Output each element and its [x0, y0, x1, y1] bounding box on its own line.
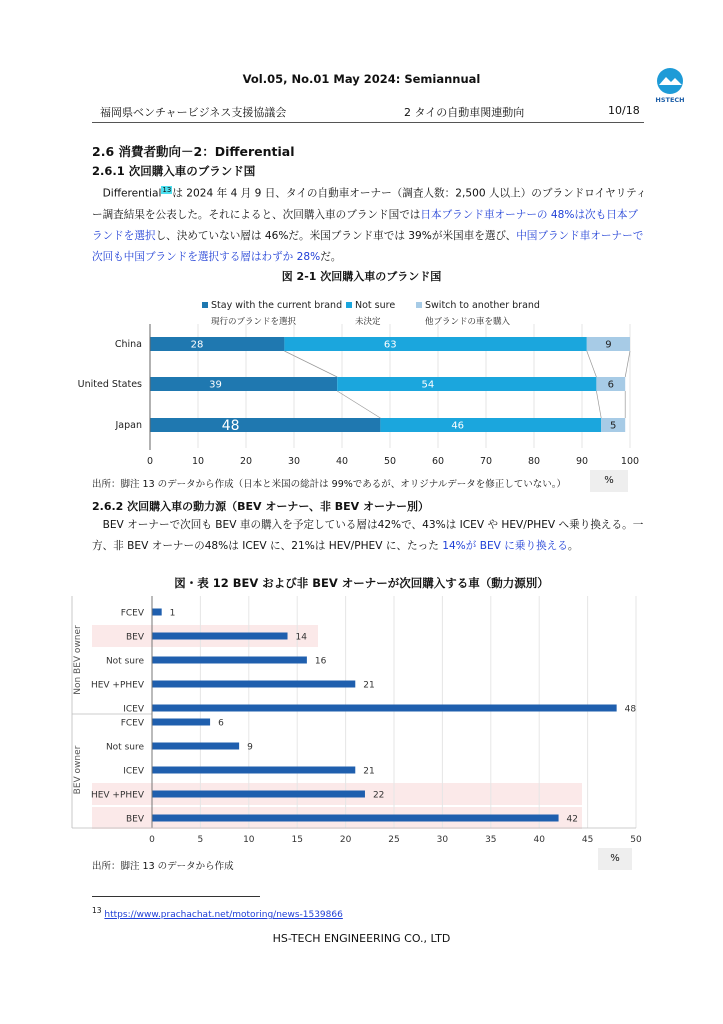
data-label: 9 [247, 742, 253, 753]
figure-1-title: 図 2-1 次回購入車のブランド国 [281, 270, 442, 283]
data-label: 1 [169, 608, 176, 619]
legend-label-ja: 未決定 [355, 317, 381, 327]
bar-segment [284, 337, 586, 351]
data-label: 14 [295, 632, 307, 643]
bar [152, 657, 307, 664]
hstech-logo [652, 66, 692, 106]
series-connector [284, 351, 337, 377]
figure-2-title: 図・表 12 BEV および非 BEV オーナーが次回購入する車（動力源別） [174, 576, 549, 590]
category-label: FCEV [120, 608, 144, 619]
data-label: 16 [314, 656, 327, 667]
data-label: 21 [363, 766, 375, 777]
org-name: 福岡県ベンチャービジネス支援協議会 [100, 106, 287, 119]
bar [152, 815, 559, 822]
x-tick-label: 30 [287, 456, 301, 467]
section-heading: 2.6 消費者動向－2：Differential [92, 144, 295, 159]
x-tick-label: 60 [431, 456, 445, 467]
subsection-heading-1: 2.6.1 次回購入車のブランド国 [92, 164, 256, 178]
category-label: HEV +PHEV [90, 680, 144, 691]
data-label: 46 [451, 420, 465, 432]
header-divider [92, 122, 644, 123]
footnote-link[interactable]: https://www.prachachat.net/motoring/news-1539866 [104, 910, 343, 920]
legend-label: Switch to another brand [425, 300, 540, 311]
data-label: 6 [607, 379, 614, 391]
x-tick-label: 40 [533, 835, 545, 845]
data-label: 22 [372, 790, 385, 801]
x-tick-label: 100 [620, 456, 640, 467]
legend-label-ja: 他ブランドの車を購入 [425, 317, 511, 327]
figure-1-unit: % [590, 470, 628, 492]
issue-title: Vol.05, No.01 May 2024: Semiannual [242, 72, 481, 86]
x-tick-label: 25 [388, 835, 400, 845]
category-label: ICEV [123, 704, 144, 715]
section-name: 2 タイの自動車関連動向 [404, 106, 525, 119]
bar [152, 681, 355, 688]
legend-label: Not sure [355, 300, 396, 311]
bar-segment [150, 377, 337, 391]
category-label: Not sure [105, 656, 144, 667]
bar [152, 767, 355, 774]
legend-swatch [202, 302, 208, 308]
data-label: 28 [190, 339, 204, 351]
page-number: 10/18 [608, 104, 640, 117]
data-label: 9 [605, 339, 612, 351]
series-connector [625, 351, 630, 377]
footnote-ref[interactable]: 13 [162, 186, 172, 194]
x-tick-label: 50 [630, 835, 642, 845]
legend-label-ja: 現行のブランドを選択 [211, 317, 297, 327]
data-label: 6 [218, 718, 224, 729]
x-tick-label: 80 [527, 456, 541, 467]
x-tick-label: 35 [485, 835, 497, 845]
category-label: ICEV [123, 766, 144, 777]
category-label: FCEV [120, 718, 144, 729]
x-tick-label: 10 [243, 835, 255, 845]
data-label: 5 [610, 420, 617, 432]
subsection-heading-2: 2.6.2 次回購入車の動力源（BEV オーナー、非 BEV オーナー別） [92, 500, 430, 513]
x-tick-label: 70 [479, 456, 493, 467]
series-connector [596, 391, 601, 418]
bar [152, 633, 288, 640]
series-connector [337, 391, 380, 418]
bar-segment [150, 337, 284, 351]
x-tick-label: 90 [575, 456, 589, 467]
bar-segment [150, 418, 380, 432]
data-label: 48 [221, 418, 240, 434]
x-tick-label: 50 [383, 456, 397, 467]
page-footer: HS-TECH ENGINEERING CO., LTD [272, 932, 451, 945]
data-label: 21 [363, 680, 375, 691]
category-label: Not sure [105, 742, 144, 753]
data-label: 39 [209, 379, 222, 391]
x-tick-label: 5 [197, 835, 204, 845]
paragraph-1: Differential$^{13}$は 2024 年 4 月 9 日、タイの自動車オーナー（調査人数：2,500 人以上）のブランドロイヤリティー調査結果を公表した。それによると、次回購入車のブランド国では日本ブランド車オーナーの 48%は次も日本ブランドを選択し、決めていない層は 46%だ。米国ブランド車では 39%が米国車を選び、中国ブランド車オーナーで次回も中国ブランドを選択する層はわずか 28%だ。 [92, 186, 647, 263]
legend-swatch [416, 302, 422, 308]
series-connector [587, 351, 597, 377]
data-label: 63 [383, 339, 397, 351]
category-label: China [114, 339, 142, 350]
figure-2-unit: % [598, 848, 632, 870]
x-tick-label: 20 [339, 835, 352, 845]
figure-2-source: 出所：脚注 13 のデータから作成 [92, 861, 234, 872]
logo-text: HSTECH [655, 96, 685, 104]
x-tick-label: 0 [149, 835, 155, 845]
group-label: BEV owner [73, 745, 83, 795]
bar [152, 719, 210, 726]
category-label: HEV +PHEV [90, 790, 144, 801]
x-tick-label: 15 [291, 835, 303, 845]
x-tick-label: 30 [436, 835, 449, 845]
legend-swatch [346, 302, 352, 308]
figure-1-source: 出所：脚注 13 のデータから作成（日本と米国の総計は 99%であるが、オリジナルデータを修正していない。） [92, 479, 567, 490]
footnote: $^{13}$ https://www.prachachat.net/motoring/news-1539866 [92, 906, 343, 920]
bar-segment [337, 377, 596, 391]
bar [152, 705, 617, 712]
x-tick-label: 45 [581, 835, 594, 845]
category-label: BEV [125, 814, 144, 825]
figure-1-chart [70, 292, 670, 472]
bar [152, 609, 162, 616]
category-label: United States [77, 379, 142, 390]
x-tick-label: 20 [239, 456, 253, 467]
category-label: Japan [115, 420, 142, 431]
x-tick-label: 10 [191, 456, 205, 467]
figure-2-chart [60, 596, 660, 852]
data-label: 54 [421, 379, 435, 391]
x-tick-label: 40 [335, 456, 349, 467]
bar [152, 743, 239, 750]
bar-segment [380, 418, 601, 432]
legend-label: Stay with the current brand [211, 300, 343, 311]
bar [152, 791, 365, 798]
group-label: Non BEV owner [73, 625, 83, 695]
data-label: 48 [624, 704, 637, 715]
data-label: 42 [566, 814, 579, 825]
paragraph-2: BEV オーナーで次回も BEV 車の購入を予定している層は42%で、43%は ICEV や HEV/PHEV へ乗り換える。一方、非 BEV オーナーの48%は ICEV に、21%は HEV/PHEV に、たった 14%が BEV に乗り換える。 [92, 519, 644, 552]
x-tick-label: 0 [146, 456, 154, 467]
category-label: BEV [125, 632, 144, 643]
footnote-divider [92, 896, 260, 897]
